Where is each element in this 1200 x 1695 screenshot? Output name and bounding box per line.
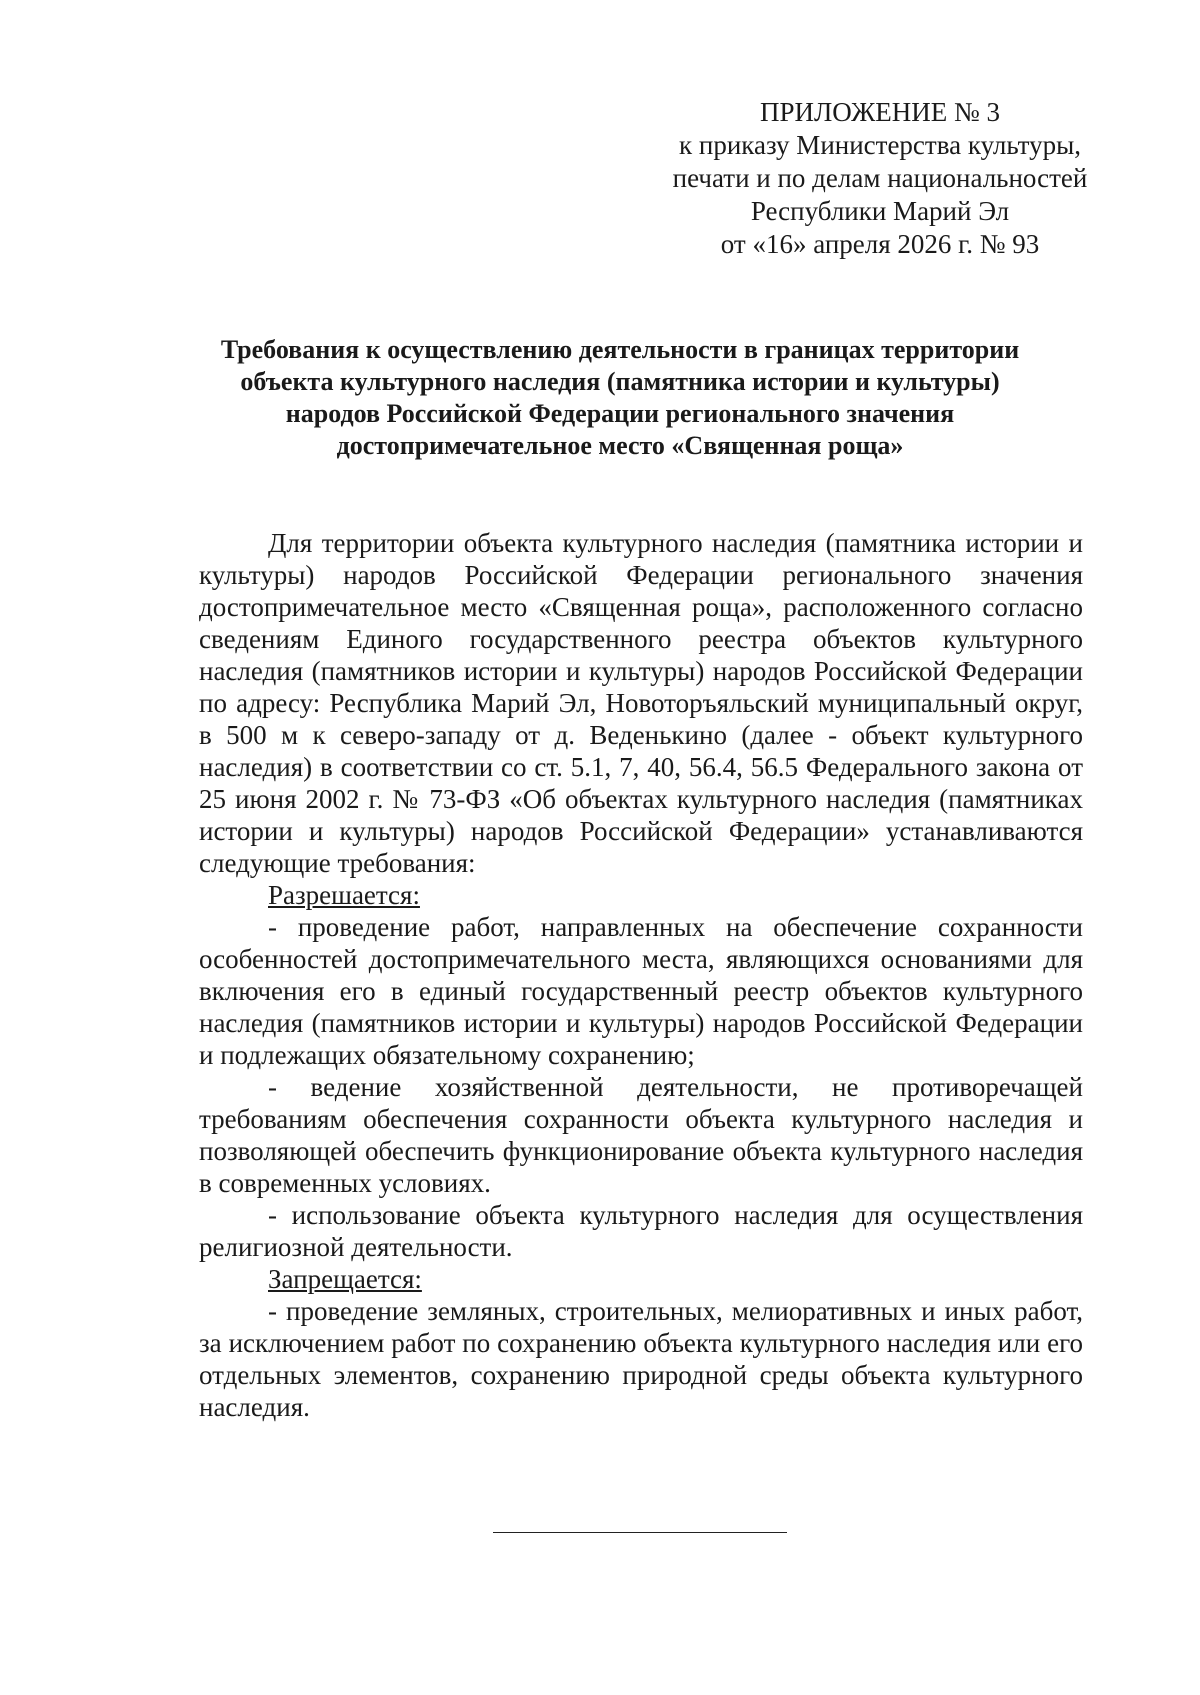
allowed-item: - ведение хозяйственной деятельности, не противоречащей требованиям обеспечения сохранности объекта культурного наследия и позволяющей обеспечить функционирование объекта культурного наследия в современных условиях. [199,1072,1083,1198]
title-line: народов Российской Федерации регионального значения [285,399,955,428]
appendix-order-line: к приказу Министерства культуры, [679,130,1081,160]
appendix-ministry-line: печати и по делам национальностей [672,163,1088,193]
title-line: объекта культурного наследия (памятника истории и культуры) [240,367,1000,396]
title-line: Требования к осуществлению деятельности в границах территории [220,335,1020,364]
document-body [199,527,1083,1423]
allowed-item: - использование объекта культурного наследия для осуществления религиозной деятельности. [199,1200,1083,1262]
end-divider [493,1532,787,1533]
appendix-date-line: от «16» апреля 2026 г. № 93 [720,229,1040,259]
appendix-header [640,96,1120,261]
allowed-heading [199,879,1083,911]
forbidden-heading [199,1263,1083,1295]
forbidden-item: - проведение земляных, строительных, мелиоративных и иных работ, за исключением работ по сохранению объекта культурного наследия или его отдельных элементов, сохранению природной среды объекта культурного наследия. [199,1296,1083,1422]
forbidden-heading-text: Запрещается: [268,1264,422,1294]
allowed-heading-text: Разрешается: [268,880,420,910]
document-title [180,334,1060,462]
appendix-republic-line: Республики Марий Эл [750,196,1010,226]
appendix-number: ПРИЛОЖЕНИЕ № 3 [759,97,1001,127]
intro-paragraph: Для территории объекта культурного наследия (памятника истории и культуры) народов Российской Федерации регионального значения достопримечательное место «Священная роща», расположенного согласно сведениям Единого государственного реестра объектов культурного наследия (памятников истории и культуры) народов Российской Федерации по адресу: Республика Марий Эл, Новоторъяльский муниципальный округ, в 500 м к северо-западу от д. Веденькино (далее - объект культурного наследия) в соответствии со ст. 5.1, 7, 40, 56.4, 56.5 Федерального закона от 25 июня 2002 г. № 73-ФЗ «Об объектах культурного наследия (памятниках истории и культуры) народов Российской Федерации» устанавливаются следующие требования: [199,528,1083,878]
allowed-item: - проведение работ, направленных на обеспечение сохранности особенностей достопримечательного места, являющихся основаниями для включения его в единый государственный реестр объектов культурного наследия (памятников истории и культуры) народов Российской Федерации и подлежащих обязательному сохранению; [199,912,1083,1070]
title-line: достопримечательное место «Священная роща» [336,431,904,460]
